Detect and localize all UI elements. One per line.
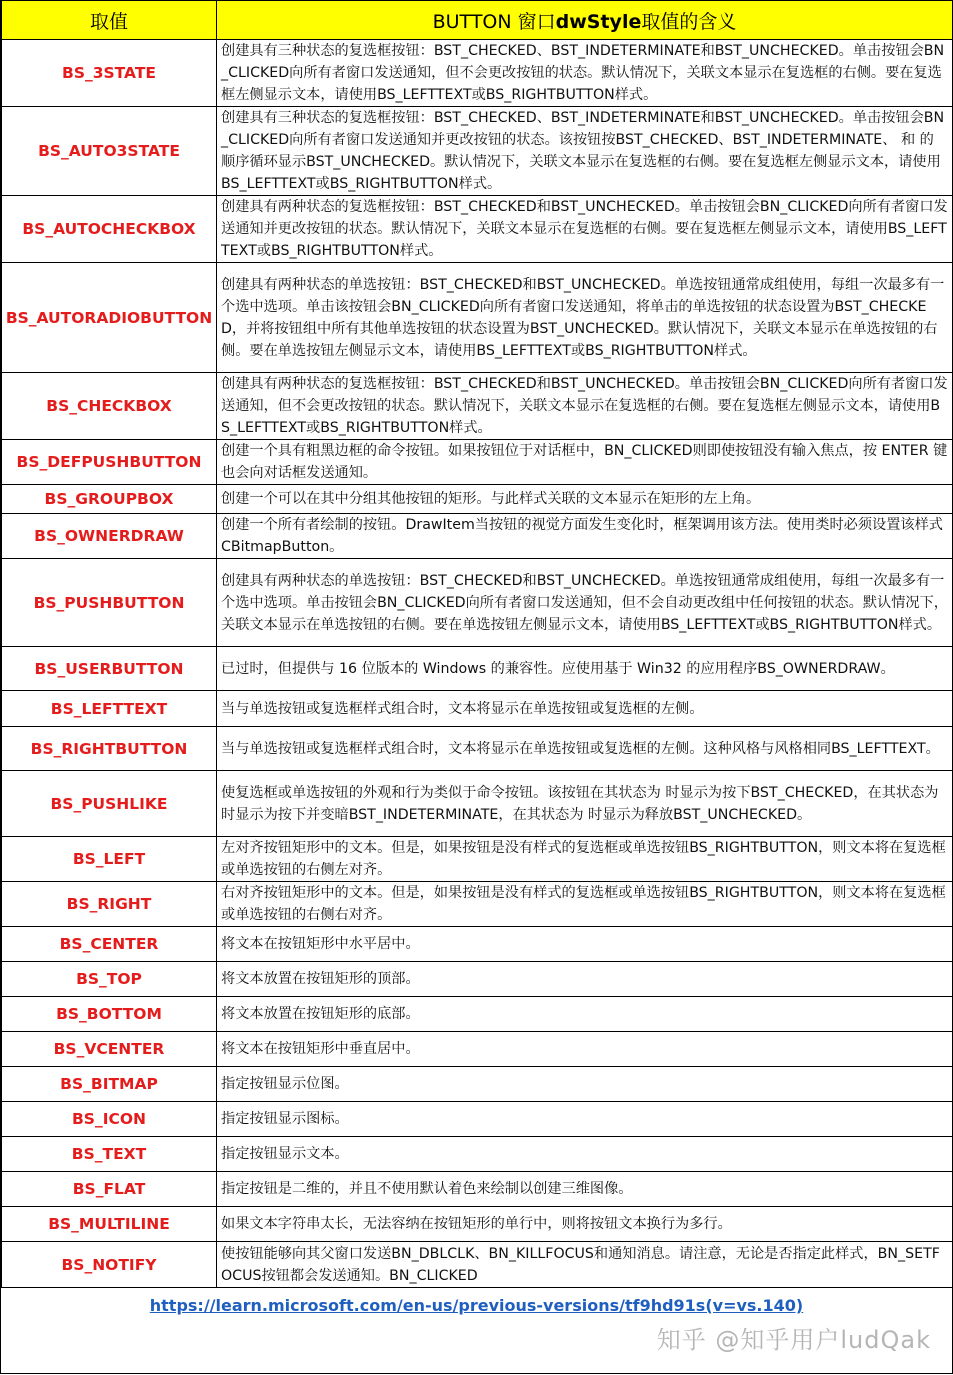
style-name-cell: BS_CENTER: [2, 927, 217, 962]
style-name-cell: BS_3STATE: [2, 40, 217, 107]
table-row: [2, 927, 953, 962]
style-table: [1, 0, 953, 1288]
style-name-cell: BS_LEFT: [2, 837, 217, 882]
table-row: [2, 647, 953, 691]
style-description-cell: 创建具有两种状态的复选框按钮：BST_CHECKED和BST_UNCHECKED。单击按钮会BN_CLICKED向所有者窗口发送通知并更改按钮的状态。默认情况下，关联文本显示在复选框的右侧。要在复选框左侧显示文本，请使用BS_LEFTTEXT或BS_RIGHTBUTTON样式。: [217, 196, 953, 263]
style-description-cell: 右对齐按钮矩形中的文本。但是，如果按钮是没有样式的复选框或单选按钮BS_RIGHTBUTTON，则文本将在复选框或单选按钮的右侧右对齐。: [217, 882, 953, 927]
table-row: [2, 440, 953, 485]
style-name-cell: BS_RIGHTBUTTON: [2, 727, 217, 771]
table-row: [2, 691, 953, 727]
style-description-cell: 创建一个所有者绘制的按钮。DrawItem当按钮的视觉方面发生变化时，框架调用该方法。使用类时必须设置该样式CBitmapButton。: [217, 514, 953, 559]
table-row: [2, 962, 953, 997]
style-description-cell: 如果文本字符串太长，无法容纳在按钮矩形的单行中，则将按钮文本换行为多行。: [217, 1207, 953, 1242]
style-name-cell: BS_MULTILINE: [2, 1207, 217, 1242]
style-name-cell: BS_RIGHT: [2, 882, 217, 927]
style-name-cell: BS_LEFTTEXT: [2, 691, 217, 727]
style-description-cell: 使按钮能够向其父窗口发送BN_DBLCLK、BN_KILLFOCUS和通知消息。请注意，无论是否指定此样式，BN_SETFOCUS按钮都会发送通知。BN_CLICKED: [217, 1242, 953, 1288]
style-description-cell: 创建一个可以在其中分组其他按钮的矩形。与此样式关联的文本显示在矩形的左上角。: [217, 485, 953, 514]
style-description-cell: 指定按钮显示图标。: [217, 1102, 953, 1137]
style-description-cell: 使复选框或单选按钮的外观和行为类似于命令按钮。该按钮在其状态为 时显示为按下BST_CHECKED，在其状态为 时显示为按下并变暗BST_INDETERMINATE，在其状态为 时显示为释放BST_UNCHECKED。: [217, 771, 953, 837]
table-row: [2, 263, 953, 373]
table-row: [2, 559, 953, 647]
style-name-cell: BS_PUSHLIKE: [2, 771, 217, 837]
style-name-cell: BS_GROUPBOX: [2, 485, 217, 514]
style-name-cell: BS_BITMAP: [2, 1067, 217, 1102]
style-description-cell: 指定按钮显示位图。: [217, 1067, 953, 1102]
table-row: [2, 485, 953, 514]
table-row: [2, 837, 953, 882]
header-meaning-column: [217, 1, 953, 40]
table-row: [2, 771, 953, 837]
table-row: [2, 1032, 953, 1067]
header-meaning-bold: dwStyle: [555, 10, 642, 33]
style-name-cell: BS_AUTOCHECKBOX: [2, 196, 217, 263]
table-row: [2, 196, 953, 263]
header-meaning-prefix: BUTTON 窗口: [432, 10, 556, 33]
style-description-cell: 创建具有两种状态的复选框按钮：BST_CHECKED和BST_UNCHECKED。单击按钮会BN_CLICKED向所有者窗口发送通知，但不会更改按钮的状态。默认情况下，关联文本显示在复选框的右侧。要在复选框左侧显示文本，请使用BS_LEFTTEXT或BS_RIGHTBUTTON样式。: [217, 373, 953, 440]
footer: [0, 1287, 953, 1375]
table-row: [2, 107, 953, 196]
style-name-cell: BS_USERBUTTON: [2, 647, 217, 691]
style-description-cell: 将文本在按钮矩形中水平居中。: [217, 927, 953, 962]
table-row: [2, 882, 953, 927]
header-meaning-suffix: 取值的含义: [641, 10, 737, 33]
style-name-cell: BS_AUTORADIOBUTTON: [2, 263, 217, 373]
style-name-cell: BS_ICON: [2, 1102, 217, 1137]
style-description-cell: 指定按钮显示文本。: [217, 1137, 953, 1172]
style-name-cell: BS_VCENTER: [2, 1032, 217, 1067]
style-name-cell: BS_OWNERDRAW: [2, 514, 217, 559]
style-description-cell: 将文本放置在按钮矩形的底部。: [217, 997, 953, 1032]
style-description-cell: 当与单选按钮或复选框样式组合时，文本将显示在单选按钮或复选框的左侧。: [217, 691, 953, 727]
style-name-cell: BS_CHECKBOX: [2, 373, 217, 440]
style-name-cell: BS_TOP: [2, 962, 217, 997]
style-name-cell: BS_TEXT: [2, 1137, 217, 1172]
style-description-cell: 当与单选按钮或复选框样式组合时，文本将显示在单选按钮或复选框的左侧。这种风格与风格相同BS_LEFTTEXT。: [217, 727, 953, 771]
style-description-cell: 创建一个具有粗黑边框的命令按钮。如果按钮位于对话框中，BN_CLICKED则即使按钮没有输入焦点，按 ENTER 键也会向对话框发送通知。: [217, 440, 953, 485]
table-row: [2, 1242, 953, 1288]
style-name-cell: BS_DEFPUSHBUTTON: [2, 440, 217, 485]
style-description-cell: 指定按钮是二维的，并且不使用默认着色来绘制以创建三维图像。: [217, 1172, 953, 1207]
style-description-cell: 创建具有两种状态的单选按钮：BST_CHECKED和BST_UNCHECKED。单选按钮通常成组使用，每组一次最多有一个选中选项。单击按钮会BN_CLICKED向所有者窗口发送通知，但不会自动更改组中任何按钮的状态。默认情况下，关联文本显示在单选按钮的右侧。要在单选按钮左侧显示文本，请使用BS_LEFTTEXT或BS_RIGHTBUTTON样式。: [217, 559, 953, 647]
table-header-row: [2, 1, 953, 40]
style-description-cell: 将文本在按钮矩形中垂直居中。: [217, 1032, 953, 1067]
style-description-cell: 创建具有三种状态的复选框按钮：BST_CHECKED、BST_INDETERMINATE和BST_UNCHECKED。单击按钮会BN_CLICKED向所有者窗口发送通知，但不会更改按钮的状态。默认情况下，关联文本显示在复选框的右侧。要在复选框左侧显示文本，请使用BS_LEFTTEXT或BS_RIGHTBUTTON样式。: [217, 40, 953, 107]
table-row: [2, 514, 953, 559]
style-description-cell: 创建具有两种状态的单选按钮：BST_CHECKED和BST_UNCHECKED。单选按钮通常成组使用，每组一次最多有一个选中选项。单击该按钮会BN_CLICKED向所有者窗口发送通知，将单击的单选按钮的状态设置为BST_CHECKED，并将按钮组中所有其他单选按钮的状态设置为BST_UNCHECKED。默认情况下，关联文本显示在单选按钮的右侧。要在单选按钮左侧显示文本，请使用BS_LEFTTEXT或BS_RIGHTBUTTON样式。: [217, 263, 953, 373]
table-row: [2, 727, 953, 771]
reference-link[interactable]: https://learn.microsoft.com/en-us/previous-versions/tf9hd91s(v=vs.140): [149, 1296, 804, 1315]
table-row: [2, 1067, 953, 1102]
table-row: [2, 997, 953, 1032]
style-description-cell: 创建具有三种状态的复选框按钮：BST_CHECKED、BST_INDETERMINATE和BST_UNCHECKED。单击按钮会BN_CLICKED向所有者窗口发送通知并更改按钮的状态。该按钮按BST_CHECKED、BST_INDETERMINATE、 和 的顺序循环显示BST_UNCHECKED。默认情况下，关联文本显示在复选框的右侧。要在复选框左侧显示文本，请使用BS_LEFTTEXT或BS_RIGHTBUTTON样式。: [217, 107, 953, 196]
style-description-cell: 已过时，但提供与 16 位版本的 Windows 的兼容性。应使用基于 Win32 的应用程序BS_OWNERDRAW。: [217, 647, 953, 691]
table-row: [2, 1137, 953, 1172]
style-name-cell: BS_FLAT: [2, 1172, 217, 1207]
style-name-cell: BS_NOTIFY: [2, 1242, 217, 1288]
header-value-column: 取值: [2, 1, 217, 40]
table-row: [2, 1207, 953, 1242]
table-row: [2, 1172, 953, 1207]
table-row: [2, 1102, 953, 1137]
style-description-cell: 将文本放置在按钮矩形的顶部。: [217, 962, 953, 997]
table-row: [2, 40, 953, 107]
style-description-cell: 左对齐按钮矩形中的文本。但是，如果按钮是没有样式的复选框或单选按钮BS_RIGHTBUTTON，则文本将在复选框或单选按钮的右侧左对齐。: [217, 837, 953, 882]
watermark: 知乎 @知乎用户ludQak: [656, 1326, 931, 1354]
style-name-cell: BS_PUSHBUTTON: [2, 559, 217, 647]
style-name-cell: BS_AUTO3STATE: [2, 107, 217, 196]
style-name-cell: BS_BOTTOM: [2, 997, 217, 1032]
table-row: [2, 373, 953, 440]
